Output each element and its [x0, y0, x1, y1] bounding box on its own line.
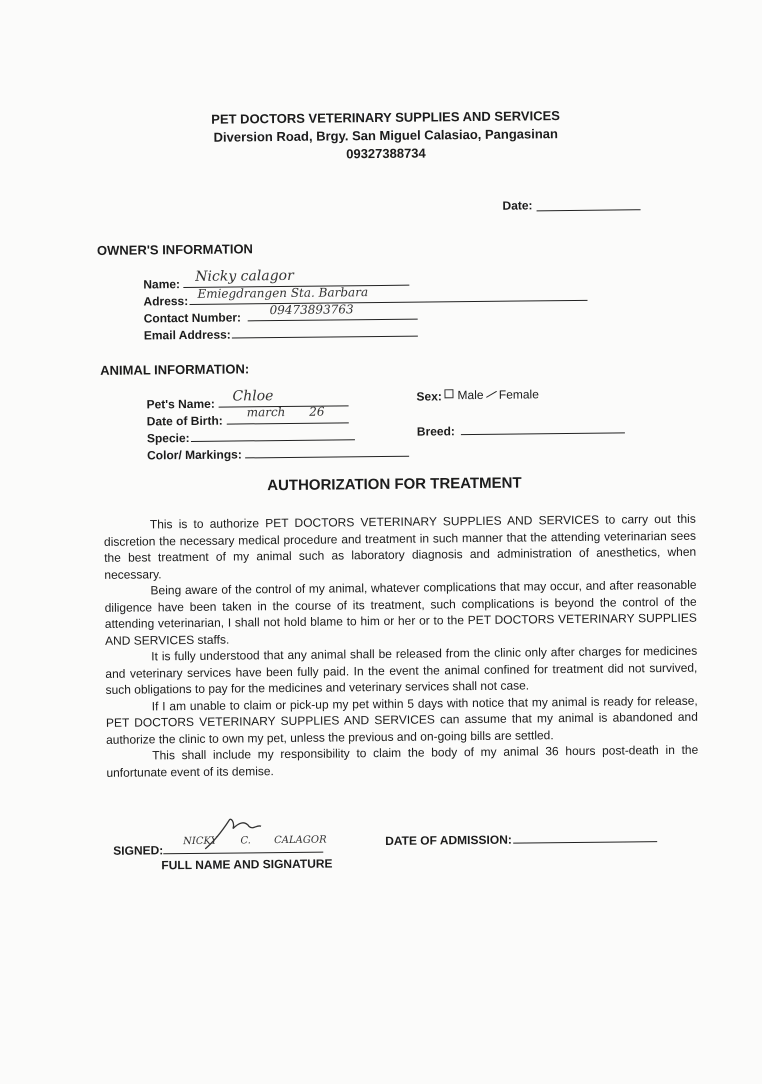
color-markings-label: Color/ Markings:: [147, 447, 242, 463]
specie-field[interactable]: [191, 425, 355, 442]
sex-label: Sex:: [416, 389, 442, 404]
paragraph-3: It is fully understood that any animal shall be released from the clinic only after charges for medicines and veterinary services have been fully paid. In the event the animal confined for treatment did not survived, such obligations to pay for the medicines and veterinary services shall not case.: [105, 643, 698, 697]
paragraph-4: If I am unable to claim or pick-up my pet within 5 days with notice that my animal is ready for release, PET DOCTORS VETERINARY SUPPLIES AND SERVICES can assume that my animal is abandoned and authorize the clinic to own my pet, unless the previous and on-going bills are settled.: [105, 693, 698, 747]
date-label: Date:: [502, 198, 533, 213]
male-checkbox[interactable]: [444, 389, 453, 398]
company-name: PET DOCTORS VETERINARY SUPPLIES AND SERVICES: [211, 108, 560, 127]
contact-number-handwriting: 09473893763: [269, 302, 354, 318]
authorization-title: AUTHORIZATION FOR TREATMENT: [267, 474, 522, 495]
dob-field[interactable]: [227, 404, 349, 424]
female-option-label: Female: [498, 387, 539, 402]
company-phone: 09327388734: [346, 145, 426, 162]
email-label: Email Address:: [143, 327, 231, 343]
pet-name-handwriting: Chloe: [232, 388, 274, 405]
signature-field[interactable]: [163, 834, 327, 855]
email-field[interactable]: [232, 322, 418, 339]
signed-label: SIGNED:: [113, 843, 164, 858]
owner-name-handwriting: Nicky calagor: [195, 267, 294, 285]
signature-handwriting: NICKY C. CALAGOR: [183, 834, 327, 848]
female-checkbox-checked[interactable]: [487, 390, 497, 400]
paragraph-2: Being aware of the control of my animal, whatever complications that may occur, and after reasonable diligence have been taken in the course of its treatment, such complications is beyond the control of the attending veterinarian, I shall not hold blame to him or her or to the PET DOCTORS VETERINARY SUPPLIES AND SERVICES staffs.: [104, 577, 697, 648]
animal-section-title: ANIMAL INFORMATION:: [100, 361, 250, 378]
company-address: Diversion Road, Brgy. San Miguel Calasiao, Pangasinan: [213, 126, 559, 145]
male-option-label: Male: [457, 387, 484, 403]
paragraph-1: This is to authorize PET DOCTORS VETERINARY SUPPLIES AND SERVICES to carry out this discretion the necessary medical procedure and treatment in such manner that the attending veterinarian sees the best treatment of my animal such as laboratory diagnosis and administration of anesthetics, when necessary.: [103, 511, 697, 582]
contact-number-field[interactable]: [248, 302, 418, 322]
date-field[interactable]: [536, 195, 640, 211]
specie-label: Specie:: [146, 430, 190, 446]
breed-field[interactable]: [461, 418, 625, 435]
owner-section-title: OWNER'S INFORMATION: [96, 241, 253, 258]
pet-name-label: Pet's Name:: [146, 396, 215, 412]
owner-address-field[interactable]: [189, 286, 587, 305]
dob-label: Date of Birth:: [146, 413, 223, 429]
dob-handwriting: march 26: [246, 404, 325, 420]
sex-options: [444, 387, 539, 402]
signature-caption: FULL NAME AND SIGNATURE: [161, 856, 333, 873]
owner-address-label: Adress:: [143, 293, 189, 309]
color-markings-field[interactable]: [245, 442, 409, 459]
breed-label: Breed:: [416, 424, 455, 439]
owner-address-handwriting: Emiegdrangen Sta. Barbara: [197, 285, 369, 301]
admission-date-label: DATE OF ADMISSION:: [385, 832, 512, 848]
paragraph-5: This shall include my responsibility to claim the body of my animal 36 hours post-death in the unfortunate event of its demise.: [106, 742, 699, 780]
contact-number-label: Contact Number:: [143, 310, 242, 326]
owner-name-label: Name:: [143, 277, 181, 292]
signature-scribble-icon: [199, 812, 269, 853]
authorization-body: [104, 511, 699, 781]
admission-date-field[interactable]: [513, 827, 657, 844]
